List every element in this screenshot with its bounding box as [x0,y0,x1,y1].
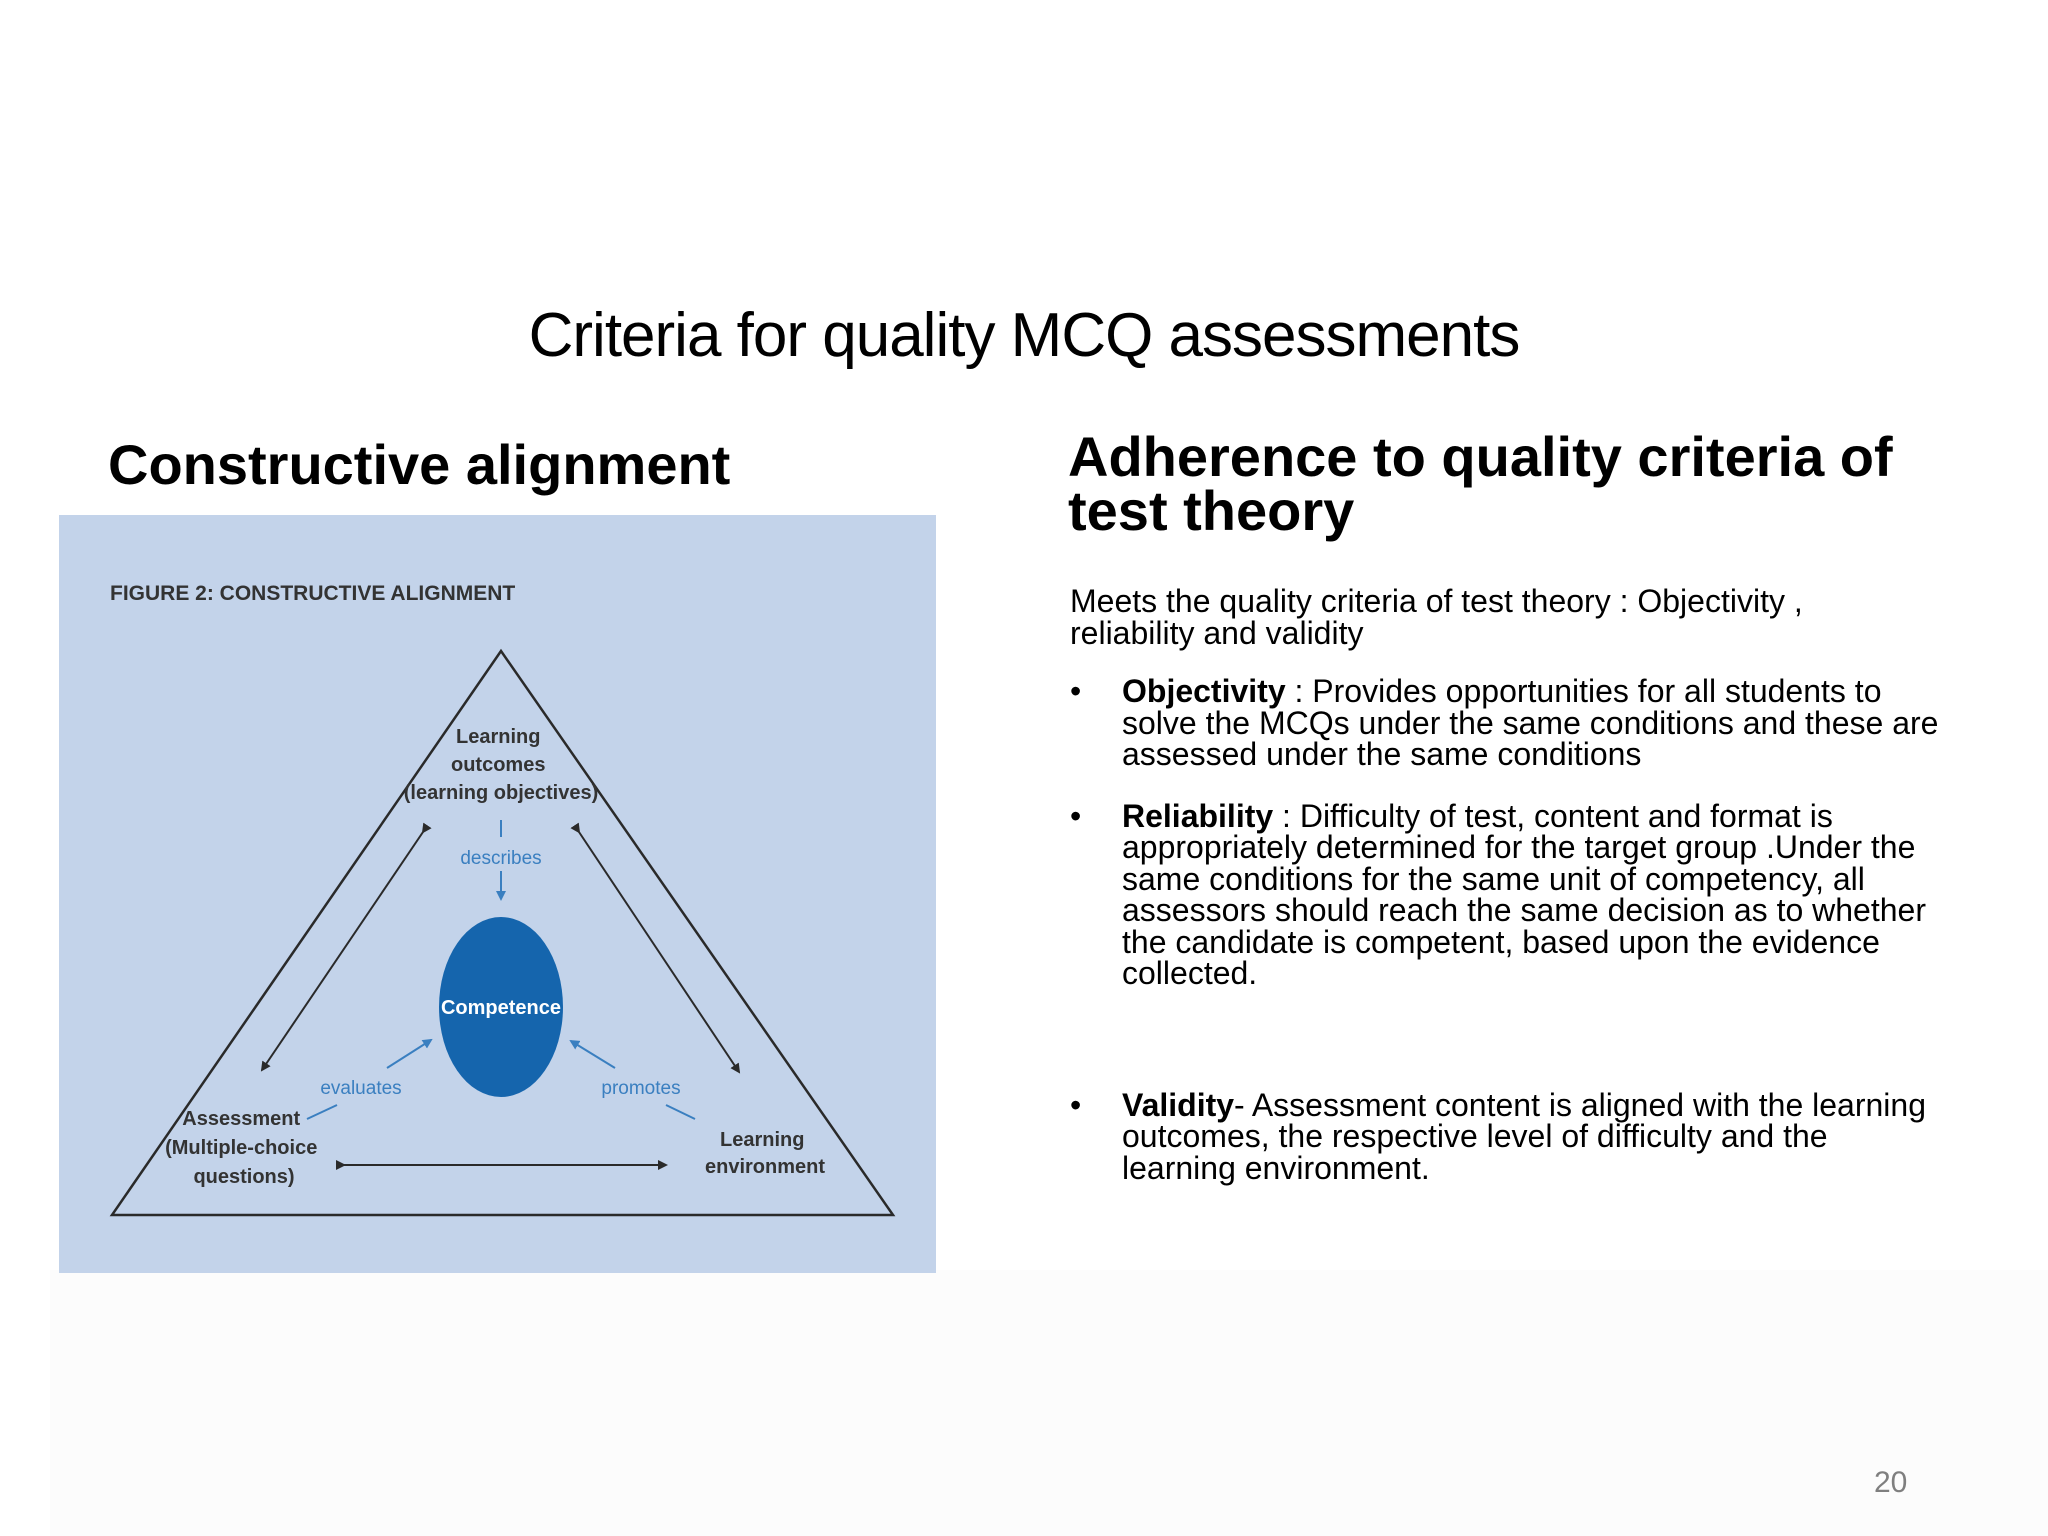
bullet-symbol: • [1070,673,1082,709]
learning-outcomes-line-3: (learning objectives) [403,782,599,804]
evaluates-arrow [387,1040,431,1068]
promotes-arrow [571,1041,615,1068]
footer-shade [50,1270,2048,1536]
list-item [1070,1086,1950,1186]
promotes-tick [666,1105,695,1119]
bullet-symbol: • [1070,1086,1082,1123]
assessment-line-2: (Multiple-choice [165,1137,318,1159]
bullet-term: Objectivity [1122,673,1286,709]
bullet-text: : Provides opportunities for all students to solve the MCQs under the same conditions and these are assessed under the same conditions [1122,673,1939,772]
criteria-list [1070,673,1950,1186]
learning-outcomes-line-1: Learning [455,726,541,748]
bullet-term: Reliability [1122,797,1274,834]
page-number: 20 [1874,1466,1908,1499]
learning-environment-line-2: environment [704,1156,826,1178]
learning-environment-label [705,1129,825,1178]
left-edge-arrow [262,832,423,1070]
left-column-heading: Constructive alignment [108,433,731,496]
slide-title: Criteria for quality MCQ assessments [528,301,1520,370]
right-edge-arrow [579,832,739,1072]
bullet-symbol: • [1070,797,1082,834]
assessment-line-3: questions) [193,1166,295,1188]
list-item [1070,797,1950,991]
learning-environment-line-1: Learning [719,1129,805,1151]
assessment-label [165,1108,323,1188]
bullet-text: - Assessment content is aligned with the learning outcomes, the respective level of difficulty and the learning environment. [1122,1086,1926,1186]
evaluates-tick [307,1105,337,1119]
promotes-label: promotes [601,1078,681,1099]
evaluates-label: evaluates [320,1078,402,1099]
bullet-text: : Difficulty of test, content and format is appropriately determined for the target group .Under the same conditions for the same unit of competency, all assessors should reach the same decision as to whether the candidate is competent, based upon the evidence collected. [1122,797,1926,991]
describes-label: describes [460,848,542,869]
figure-caption: FIGURE 2: CONSTRUCTIVE ALIGNMENT [110,582,516,605]
list-item [1070,673,1950,772]
right-column-heading: Adherence to quality criteria of test theory [1068,425,1893,542]
learning-outcomes-label [404,726,599,804]
assessment-line-1: Assessment [182,1108,301,1130]
competence-label: Competence [440,997,562,1019]
figure-diagram [59,515,936,1273]
intro-text: Meets the quality criteria of test theory : Objectivity , reliability and validity [1070,583,1803,651]
bullet-term: Validity [1122,1086,1235,1123]
constructive-alignment-figure [59,515,936,1273]
learning-outcomes-line-2: outcomes [450,754,546,776]
